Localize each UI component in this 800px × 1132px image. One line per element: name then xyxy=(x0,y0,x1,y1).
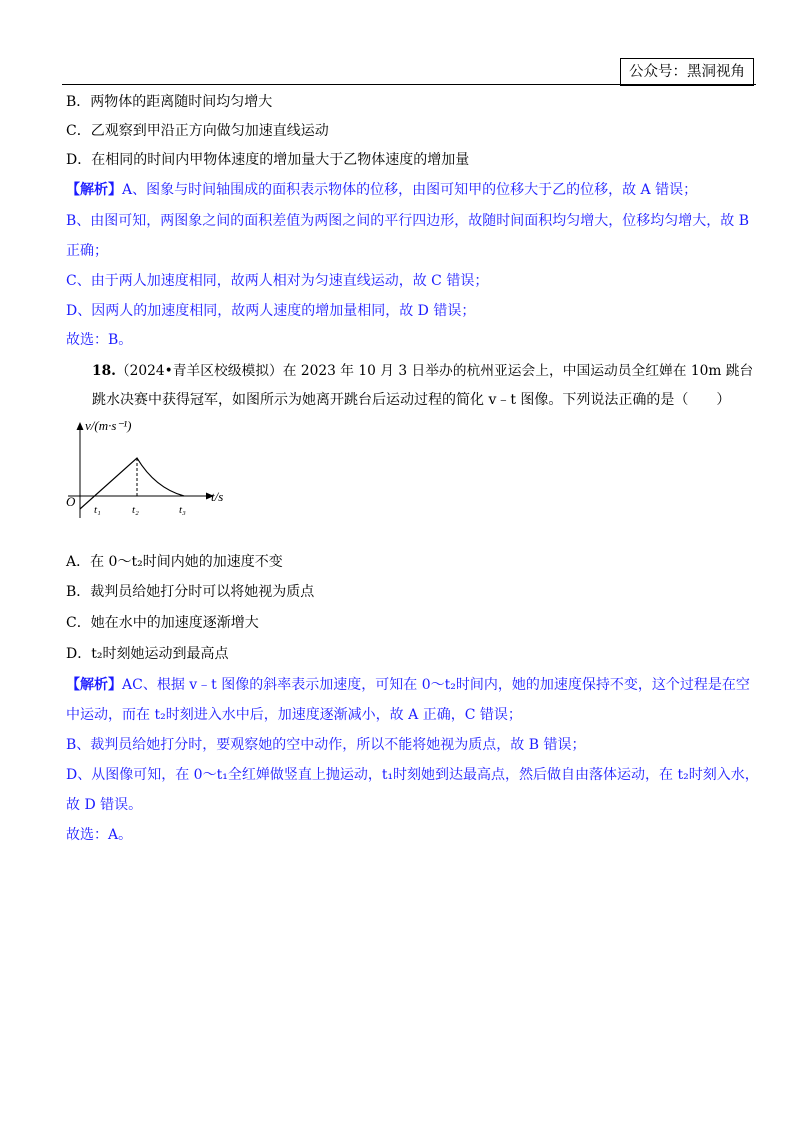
x-axis-label: t/s xyxy=(211,489,224,504)
prev-option-c: C．乙观察到甲沿正方向做匀加速直线运动 xyxy=(66,123,329,139)
vt-curve xyxy=(80,458,184,509)
option-a: A．在 0～t₂时间内她的加速度不变 xyxy=(66,554,283,570)
question-number: 18. xyxy=(92,363,116,379)
tick-t3: t₃ xyxy=(179,504,186,516)
question-stem: 18.（2024•青羊区校级模拟）在 2023 年 10 月 3 日举办的杭州亚运会上，中国运动员全红婵在 10m 跳台 xyxy=(92,363,754,379)
vt-graph xyxy=(60,418,240,523)
tick-t1: t₁ xyxy=(94,504,101,516)
analysis-line: 【解析】AC、根据 v﹣t 图像的斜率表示加速度，可知在 0～t₂时间内，她的加速度保持不变，这个过程是在空 xyxy=(66,677,750,693)
header-rule xyxy=(62,84,756,85)
prev-analysis-line: D、因两人的加速度相同，故两人速度的增加量相同，故 D 错误； xyxy=(66,303,476,319)
option-d: D．t₂时刻她运动到最高点 xyxy=(66,646,229,662)
prev-analysis-line: B、由图可知，两图象之间的面积差值为两图之间的平行四边形，故随时间面积均匀增大，位移均匀增大，故 B xyxy=(66,213,750,229)
answer: 故选：A。 xyxy=(66,827,133,843)
analysis-line: B、裁判员给她打分时，要观察她的空中动作，所以不能将她视为质点，故 B 错误； xyxy=(66,737,586,753)
prev-option-b: B．两物体的距离随时间均匀增大 xyxy=(66,94,273,110)
prev-analysis-line: C、由于两人加速度相同，故两人相对为匀速直线运动，故 C 错误； xyxy=(66,273,489,289)
option-b: B．裁判员给她打分时可以将她视为质点 xyxy=(66,584,315,600)
y-axis-label: v/(m·s⁻¹) xyxy=(85,418,132,433)
prev-answer: 故选：B。 xyxy=(66,332,133,348)
analysis-tag: 【解析】 xyxy=(66,182,122,198)
question-stem: 跳水决赛中获得冠军，如图所示为她离开跳台后运动过程的简化 v﹣t 图像。下列说法正确的是（ ） xyxy=(92,392,731,408)
analysis-line: 中运动，而在 t₂时刻进入水中后，加速度逐渐减小，故 A 正确，C 错误； xyxy=(66,707,522,723)
analysis-line: 故 D 错误。 xyxy=(66,797,143,813)
prev-analysis-line: 正确； xyxy=(66,243,108,259)
origin-label: O xyxy=(66,494,76,509)
prev-analysis-line: 【解析】A、图象与时间轴围成的面积表示物体的位移，由图可知甲的位移大于乙的位移，故 A 错误； xyxy=(66,182,698,198)
prev-option-d: D．在相同的时间内甲物体速度的增加量大于乙物体速度的增加量 xyxy=(66,152,470,168)
tick-t2: t₂ xyxy=(132,504,139,516)
analysis-tag: 【解析】 xyxy=(66,677,122,693)
option-c: C．她在水中的加速度逐渐增大 xyxy=(66,615,259,631)
analysis-line: D、从图像可知，在 0～t₁全红婵做竖直上抛运动，t₁时刻她到达最高点，然后做自由落体运动，在 t₂时刻入水， xyxy=(66,767,759,783)
watermark-box: 公众号：黑洞视角 xyxy=(620,58,754,86)
